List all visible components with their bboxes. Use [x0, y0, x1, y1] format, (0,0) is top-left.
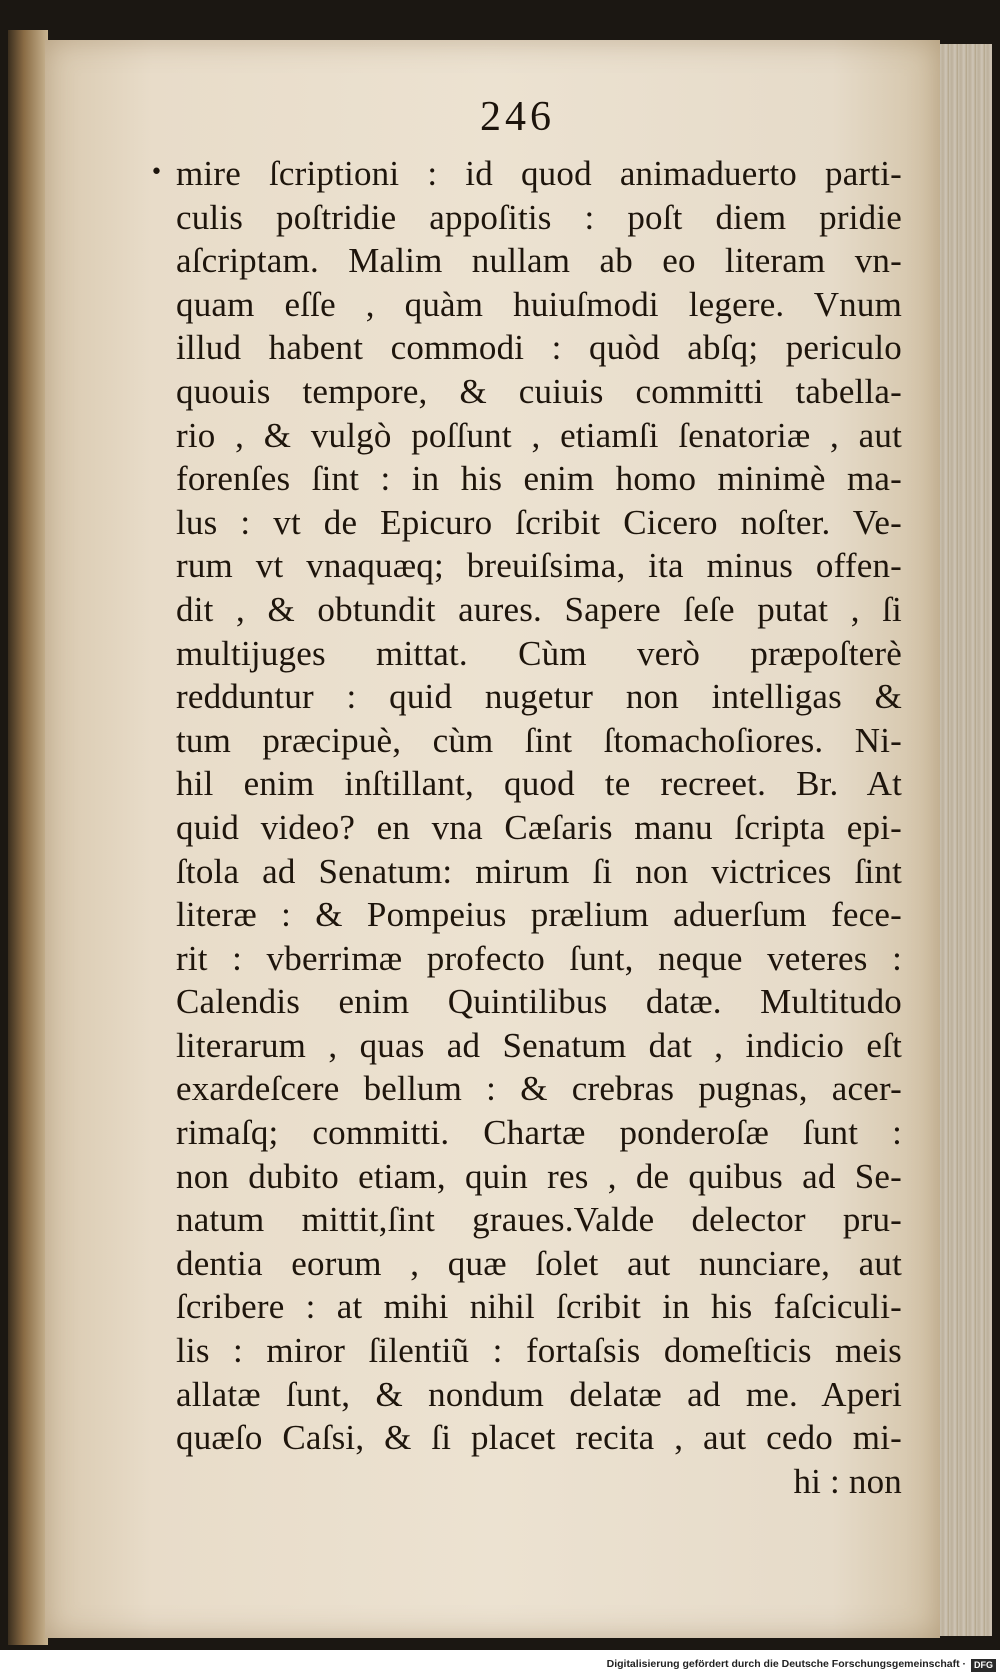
text-line: quam eſſe , quàm huiuſmodi legere. Vnum [176, 284, 902, 324]
text-line: lus : vt de Epicuro ſcribit Cicero noſter. Ve- [176, 502, 902, 542]
text-line: dentia eorum , quæ ſolet aut nunciare, aut [176, 1243, 902, 1283]
text-line: ſcribere : at mihi nihil ſcribit in his faſciculi- [176, 1287, 902, 1327]
book-binding-edge [8, 30, 48, 1645]
footer-credit: Digitalisierung gefördert durch die Deutsche Forschungsgemeinschaft · [606, 1658, 966, 1670]
text-line: allatæ ſunt, & nondum delatæ ad me. Aperi [176, 1374, 902, 1414]
text-line: quouis tempore, & cuiuis committi tabella- [176, 371, 902, 411]
text-line: Calendis enim Quintilibus datæ. Multitudo [176, 982, 902, 1022]
text-line: ſtola ad Senatum: mirum ſi non victrices ſint [176, 851, 902, 891]
text-line: exardeſcere bellum : & crebras pugnas, acer- [176, 1069, 902, 1109]
text-line: multijuges mittat. Cùm verò præpoſterè [176, 633, 902, 673]
text-line: hil enim inſtillant, quod te recreet. Br. At [176, 764, 902, 804]
margin-mark: • [150, 160, 163, 185]
text-line: tum præcipuè, cùm ſint ſtomachoſiores. Ni- [176, 720, 902, 760]
text-line: redduntur : quid nugetur non intelligas & [176, 677, 902, 717]
text-line: illud habent commodi : quòd abſq; periculo [176, 328, 902, 368]
digitization-footer [0, 1656, 1000, 1677]
text-line: rum vt vnaquæq; breuiſsima, ita minus offen- [176, 546, 902, 586]
body-text [176, 152, 962, 1503]
text-line: mire ſcriptioni : id quod animaduerto parti- [176, 154, 902, 193]
page-number: 246 [480, 94, 555, 140]
text-line: dit , & obtundit aures. Sapere ſeſe putat , ſi [176, 589, 902, 629]
text-line: hi : non [793, 1461, 902, 1501]
text-line: natum mittit,ſint graues.Valde delector pru- [176, 1200, 902, 1240]
text-line: rit : vberrimæ profecto ſunt, neque veteres : [176, 938, 902, 978]
text-line: aſcriptam. Malim nullam ab eo literam vn- [176, 241, 902, 281]
text-line: non dubito etiam, quin res , de quibus ad Se- [176, 1156, 902, 1196]
text-line: quid video? en vna Cæſaris manu ſcripta epi- [176, 807, 902, 847]
text-line: culis poſtridie appoſitis : poſt diem pridie [176, 197, 902, 237]
text-line: literæ : & Pompeius prælium aduerſum fece- [176, 895, 902, 935]
text-line: literarum , quas ad Senatum dat , indicio eſt [176, 1025, 902, 1065]
text-line: rimaſq; committi. Chartæ ponderoſæ ſunt : [176, 1113, 902, 1153]
text-line: forenſes ſint : in his enim homo minimè ma- [176, 459, 902, 499]
text-line: lis : miror ſilentiũ : fortaſsis domeſticis meis [176, 1331, 902, 1371]
text-line: rio , & vulgò poſſunt , etiamſi ſenatoriæ , aut [176, 415, 902, 455]
dfg-logo: DFG [971, 1659, 996, 1672]
text-line: quæſo Caſsi, & ſi placet recita , aut cedo mi- [176, 1418, 902, 1458]
